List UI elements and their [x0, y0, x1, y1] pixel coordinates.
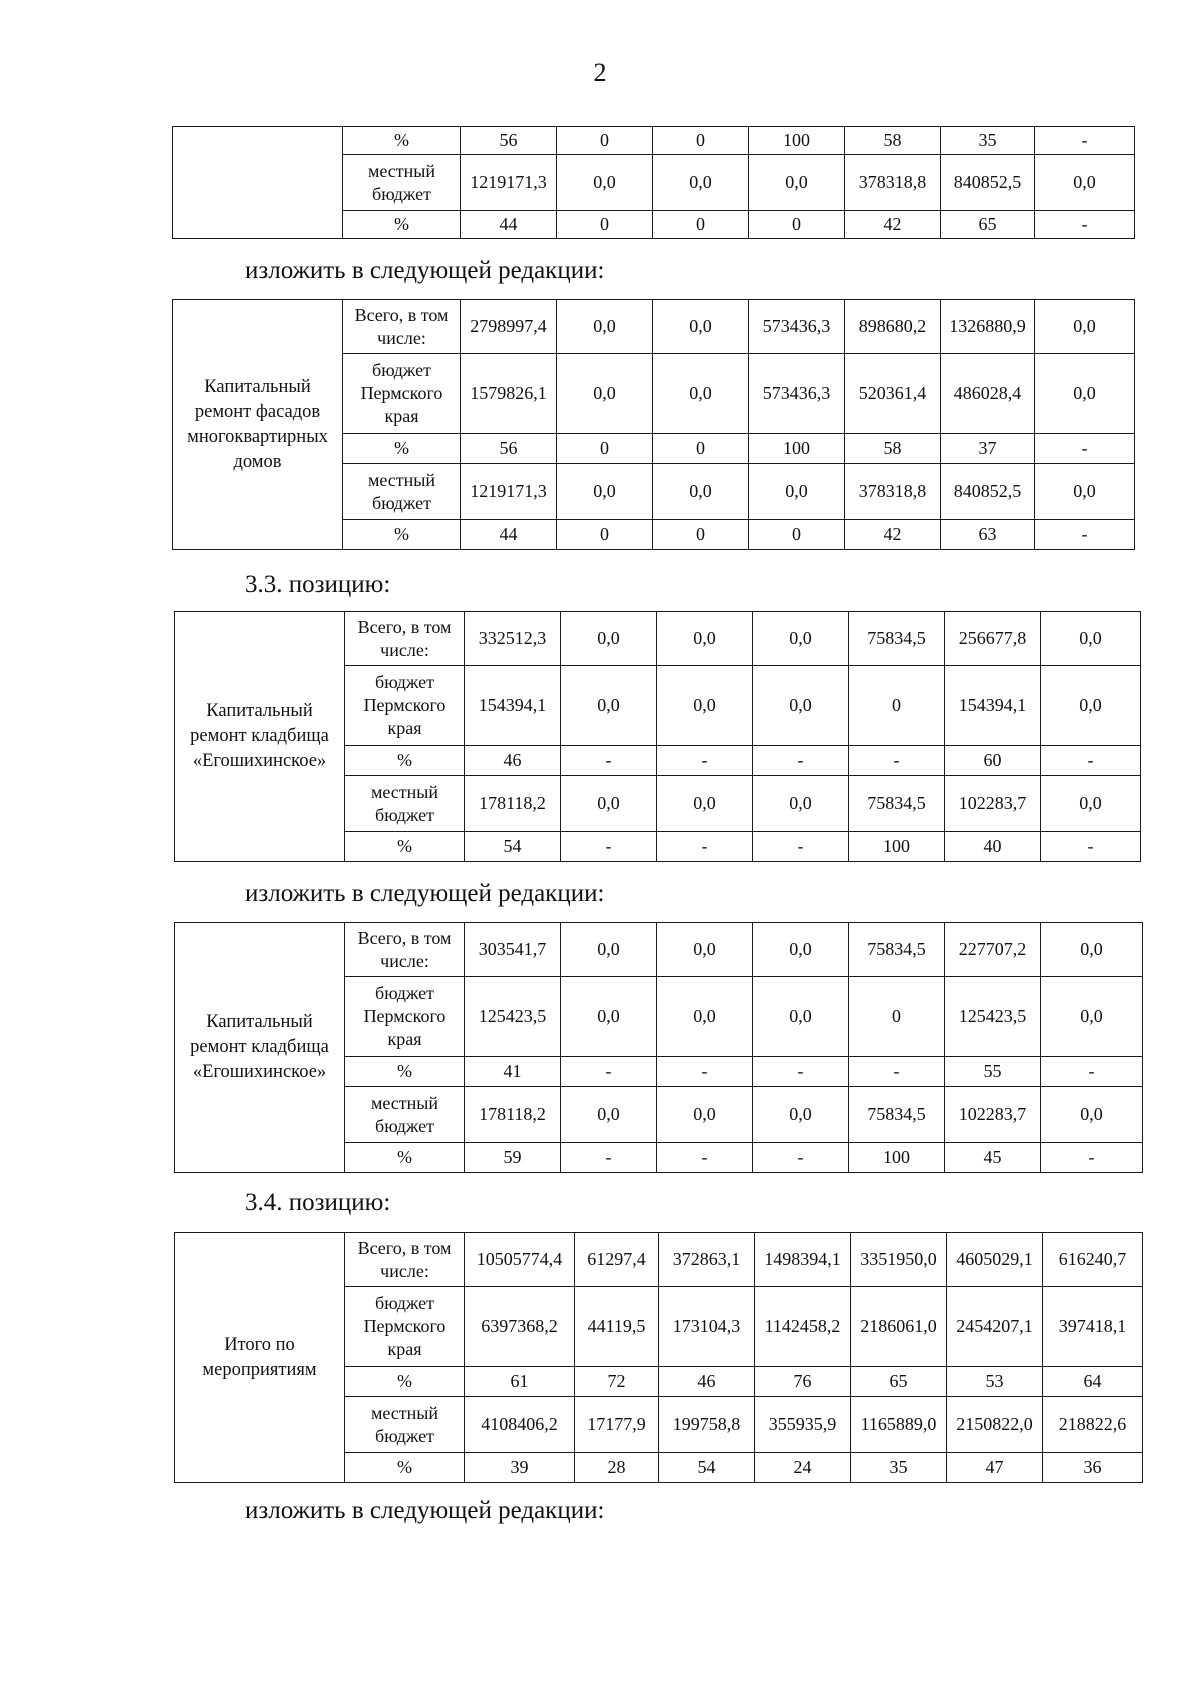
value-cell: 1165889,0: [851, 1397, 947, 1453]
measure-name: [173, 127, 343, 239]
value-cell: 0,0: [557, 354, 653, 434]
value-cell: -: [1041, 1143, 1143, 1173]
budget-table-cemetery-new: [174, 922, 1143, 1173]
value-cell: -: [1041, 832, 1141, 862]
value-cell: 0,0: [653, 354, 749, 434]
value-cell: 378318,8: [845, 155, 941, 211]
value-cell: 46: [659, 1367, 755, 1397]
value-cell: 332512,3: [465, 612, 561, 666]
funding-source-label: %: [343, 520, 461, 550]
value-cell: 41: [465, 1057, 561, 1087]
value-cell: 0,0: [653, 464, 749, 520]
budget-table-facade-repair: [172, 299, 1135, 550]
value-cell: 54: [465, 832, 561, 862]
value-cell: 54: [659, 1453, 755, 1483]
value-cell: 0,0: [561, 612, 657, 666]
value-cell: 75834,5: [849, 776, 945, 832]
value-cell: 100: [849, 832, 945, 862]
funding-source-label: %: [345, 1057, 465, 1087]
value-cell: 0,0: [753, 776, 849, 832]
section-heading-edit: изложить в следующей редакции:: [245, 880, 605, 907]
value-cell: -: [1041, 746, 1141, 776]
value-cell: -: [753, 1143, 849, 1173]
value-cell: 0,0: [561, 776, 657, 832]
value-cell: 2186061,0: [851, 1287, 947, 1367]
value-cell: 44119,5: [575, 1287, 659, 1367]
value-cell: 378318,8: [845, 464, 941, 520]
value-cell: 0,0: [657, 1087, 753, 1143]
value-cell: -: [753, 1057, 849, 1087]
value-cell: 60: [945, 746, 1041, 776]
value-cell: 256677,8: [945, 612, 1041, 666]
value-cell: 55: [945, 1057, 1041, 1087]
funding-source-label: бюджет Пермского края: [345, 977, 465, 1057]
funding-source-label: местный бюджет: [345, 1397, 465, 1453]
value-cell: 573436,3: [749, 354, 845, 434]
funding-source-label: %: [343, 211, 461, 239]
value-cell: 0,0: [653, 300, 749, 354]
value-cell: 64: [1043, 1367, 1143, 1397]
value-cell: 520361,4: [845, 354, 941, 434]
value-cell: 47: [947, 1453, 1043, 1483]
funding-source-label: %: [343, 434, 461, 464]
value-cell: 0,0: [561, 1087, 657, 1143]
value-cell: 0,0: [561, 666, 657, 746]
funding-source-label: Всего, в том числе:: [345, 1233, 465, 1287]
section-heading-edit: изложить в следующей редакции:: [245, 257, 605, 284]
value-cell: 0,0: [557, 464, 653, 520]
value-cell: 100: [749, 434, 845, 464]
funding-source-label: местный бюджет: [345, 776, 465, 832]
value-cell: 898680,2: [845, 300, 941, 354]
value-cell: 1142458,2: [755, 1287, 851, 1367]
value-cell: 178118,2: [465, 1087, 561, 1143]
value-cell: 0: [653, 211, 749, 239]
value-cell: 0,0: [1035, 300, 1135, 354]
value-cell: 100: [849, 1143, 945, 1173]
funding-source-label: %: [345, 1453, 465, 1483]
value-cell: -: [753, 746, 849, 776]
value-cell: 0,0: [657, 776, 753, 832]
table-row: [173, 300, 1135, 354]
value-cell: 0: [849, 977, 945, 1057]
value-cell: -: [849, 1057, 945, 1087]
value-cell: 1219171,3: [461, 155, 557, 211]
value-cell: -: [1035, 520, 1135, 550]
value-cell: 65: [941, 211, 1035, 239]
value-cell: 72: [575, 1367, 659, 1397]
value-cell: 37: [941, 434, 1035, 464]
value-cell: 397418,1: [1043, 1287, 1143, 1367]
value-cell: 65: [851, 1367, 947, 1397]
funding-source-label: %: [345, 832, 465, 862]
value-cell: 0,0: [1035, 464, 1135, 520]
value-cell: 75834,5: [849, 612, 945, 666]
value-cell: 3351950,0: [851, 1233, 947, 1287]
value-cell: 24: [755, 1453, 851, 1483]
value-cell: 42: [845, 520, 941, 550]
value-cell: -: [1035, 434, 1135, 464]
value-cell: 36: [1043, 1453, 1143, 1483]
value-cell: 4108406,2: [465, 1397, 575, 1453]
value-cell: -: [657, 1057, 753, 1087]
value-cell: 40: [945, 832, 1041, 862]
value-cell: 53: [947, 1367, 1043, 1397]
value-cell: 44: [461, 520, 557, 550]
value-cell: 218822,6: [1043, 1397, 1143, 1453]
value-cell: 2798997,4: [461, 300, 557, 354]
value-cell: 61297,4: [575, 1233, 659, 1287]
value-cell: 0,0: [753, 666, 849, 746]
value-cell: 35: [851, 1453, 947, 1483]
value-cell: 0,0: [557, 155, 653, 211]
value-cell: 0,0: [753, 612, 849, 666]
value-cell: 10505774,4: [465, 1233, 575, 1287]
value-cell: 0,0: [561, 977, 657, 1057]
budget-table-totals: [174, 1232, 1143, 1483]
value-cell: 0,0: [1041, 977, 1143, 1057]
value-cell: -: [657, 1143, 753, 1173]
value-cell: 59: [465, 1143, 561, 1173]
value-cell: 100: [749, 127, 845, 155]
value-cell: 0: [849, 666, 945, 746]
value-cell: 58: [845, 127, 941, 155]
funding-source-label: местный бюджет: [343, 155, 461, 211]
value-cell: 28: [575, 1453, 659, 1483]
value-cell: 0,0: [749, 464, 845, 520]
funding-source-label: Всего, в том числе:: [345, 923, 465, 977]
funding-source-label: %: [343, 127, 461, 155]
value-cell: 2150822,0: [947, 1397, 1043, 1453]
value-cell: 45: [945, 1143, 1041, 1173]
value-cell: -: [561, 1143, 657, 1173]
value-cell: -: [753, 832, 849, 862]
value-cell: 0,0: [1041, 666, 1141, 746]
value-cell: 0,0: [1041, 923, 1143, 977]
measure-name: Капитальный ремонт фасадов многоквартирных домов: [173, 300, 343, 550]
value-cell: 303541,7: [465, 923, 561, 977]
value-cell: 154394,1: [945, 666, 1041, 746]
value-cell: 0,0: [1035, 155, 1135, 211]
value-cell: 0,0: [753, 977, 849, 1057]
value-cell: 178118,2: [465, 776, 561, 832]
value-cell: 46: [465, 746, 561, 776]
value-cell: 0: [557, 434, 653, 464]
value-cell: 355935,9: [755, 1397, 851, 1453]
measure-name: Капитальный ремонт кладбища «Егошихинское»: [175, 923, 345, 1173]
value-cell: 0: [749, 520, 845, 550]
value-cell: 0,0: [557, 300, 653, 354]
value-cell: 1579826,1: [461, 354, 557, 434]
value-cell: 76: [755, 1367, 851, 1397]
table-row: [175, 612, 1141, 666]
value-cell: 102283,7: [945, 1087, 1041, 1143]
value-cell: 372863,1: [659, 1233, 755, 1287]
value-cell: -: [1035, 211, 1135, 239]
value-cell: 0: [653, 520, 749, 550]
funding-source-label: местный бюджет: [343, 464, 461, 520]
value-cell: 125423,5: [465, 977, 561, 1057]
value-cell: 0,0: [653, 155, 749, 211]
value-cell: 125423,5: [945, 977, 1041, 1057]
section-heading-3-4: 3.4. позицию:: [245, 1189, 391, 1216]
value-cell: 573436,3: [749, 300, 845, 354]
value-cell: 56: [461, 127, 557, 155]
value-cell: 17177,9: [575, 1397, 659, 1453]
value-cell: 0,0: [657, 612, 753, 666]
value-cell: 840852,5: [941, 464, 1035, 520]
value-cell: 1219171,3: [461, 464, 557, 520]
funding-source-label: местный бюджет: [345, 1087, 465, 1143]
value-cell: 61: [465, 1367, 575, 1397]
value-cell: 0,0: [561, 923, 657, 977]
value-cell: 4605029,1: [947, 1233, 1043, 1287]
value-cell: 1326880,9: [941, 300, 1035, 354]
value-cell: 173104,3: [659, 1287, 755, 1367]
value-cell: 0: [653, 434, 749, 464]
value-cell: 486028,4: [941, 354, 1035, 434]
value-cell: 0: [653, 127, 749, 155]
value-cell: 1498394,1: [755, 1233, 851, 1287]
value-cell: -: [657, 746, 753, 776]
value-cell: 0: [557, 127, 653, 155]
table-row: [173, 127, 1135, 155]
value-cell: -: [1041, 1057, 1143, 1087]
section-heading-3-3: 3.3. позицию:: [245, 571, 391, 598]
budget-table-fragment: [172, 126, 1135, 239]
value-cell: 56: [461, 434, 557, 464]
value-cell: 39: [465, 1453, 575, 1483]
measure-name: Капитальный ремонт кладбища «Егошихинское»: [175, 612, 345, 862]
page-number: 2: [593, 58, 607, 87]
funding-source-label: Всего, в том числе:: [343, 300, 461, 354]
value-cell: 0,0: [1041, 776, 1141, 832]
value-cell: 0,0: [753, 923, 849, 977]
value-cell: 0,0: [657, 977, 753, 1057]
budget-table-cemetery-old: [174, 611, 1141, 862]
value-cell: 44: [461, 211, 557, 239]
section-heading-edit: изложить в следующей редакции:: [245, 1497, 605, 1524]
value-cell: -: [657, 832, 753, 862]
value-cell: -: [561, 1057, 657, 1087]
value-cell: 6397368,2: [465, 1287, 575, 1367]
value-cell: 0,0: [1041, 612, 1141, 666]
measure-name: Итого по мероприятиям: [175, 1233, 345, 1483]
value-cell: 102283,7: [945, 776, 1041, 832]
funding-source-label: бюджет Пермского края: [345, 1287, 465, 1367]
value-cell: 75834,5: [849, 923, 945, 977]
value-cell: 0,0: [753, 1087, 849, 1143]
value-cell: 58: [845, 434, 941, 464]
value-cell: 2454207,1: [947, 1287, 1043, 1367]
funding-source-label: %: [345, 1367, 465, 1397]
value-cell: 42: [845, 211, 941, 239]
value-cell: 0,0: [749, 155, 845, 211]
value-cell: -: [1035, 127, 1135, 155]
value-cell: 35: [941, 127, 1035, 155]
funding-source-label: Всего, в том числе:: [345, 612, 465, 666]
table-row: [175, 1233, 1143, 1287]
value-cell: 0,0: [657, 666, 753, 746]
value-cell: -: [849, 746, 945, 776]
value-cell: 616240,7: [1043, 1233, 1143, 1287]
value-cell: 199758,8: [659, 1397, 755, 1453]
funding-source-label: %: [345, 746, 465, 776]
value-cell: 75834,5: [849, 1087, 945, 1143]
value-cell: 0,0: [657, 923, 753, 977]
value-cell: 0: [557, 520, 653, 550]
value-cell: 0,0: [1041, 1087, 1143, 1143]
table-row: [175, 923, 1143, 977]
value-cell: 154394,1: [465, 666, 561, 746]
value-cell: 0: [557, 211, 653, 239]
funding-source-label: %: [345, 1143, 465, 1173]
value-cell: 840852,5: [941, 155, 1035, 211]
value-cell: 0,0: [1035, 354, 1135, 434]
funding-source-label: бюджет Пермского края: [345, 666, 465, 746]
value-cell: -: [561, 832, 657, 862]
value-cell: 227707,2: [945, 923, 1041, 977]
funding-source-label: бюджет Пермского края: [343, 354, 461, 434]
value-cell: 63: [941, 520, 1035, 550]
value-cell: 0: [749, 211, 845, 239]
value-cell: -: [561, 746, 657, 776]
